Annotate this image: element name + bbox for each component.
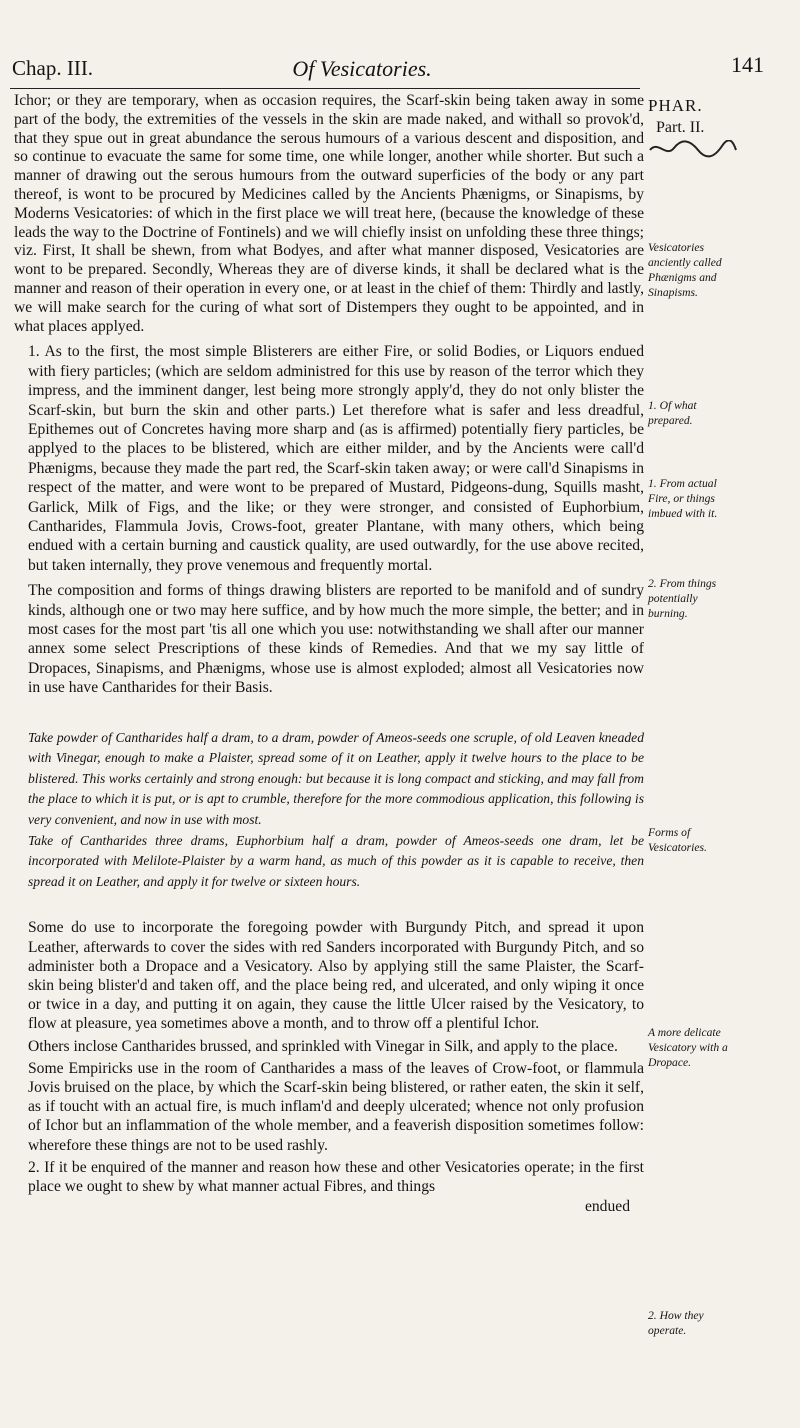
margin-note-of-what: 1. Of what prepared. xyxy=(648,399,697,427)
margin-note-dropace: A more delicate Vesicatory with a Dropace. xyxy=(648,1026,728,1069)
margin-note-vesicatories: Vesicatories anciently called Phænigms and Sinapisms. xyxy=(648,241,722,299)
paragraph-empiricks: Some Empiricks use in the room of Cantharides a mass of the leaves of Crow-foot, or flammula Jovis bruised on the place, by which the Scarf-skin being blistered, or rather eaten, the skin it self, as if toucht with an actual fire, is much inflam'd and deeply ulcerated; whence not only profusion of Ichor but an inflammation of the whole member, and a feaverish disposition sometimes follow: wherefore these things are not to be used rashly. xyxy=(28,1059,644,1154)
margin-phar: PHAR. xyxy=(648,96,703,115)
margin-note-actual-fire: 1. From actual Fire, or things imbued with it. xyxy=(648,477,718,520)
paragraph-ichor: Ichor; or they are temporary, when as occasion requires, the Scarf-skin being taken away in some part of the body, the extremities of the vessels in the skin are made naked, and withall so provok'd, that they spue out in great abundance the serous humours of a various descent and disposition, and so continue to evacuate the same for some time, one while longer, another while shorter. But such a manner of drawing out the serous humours from the outward superficies of the body or any part thereof, is wont to be procured by Medicines called by the Ancients Phænigms, or Sinapisms, by Moderns Vesicatories: of which in the first place we will treat here, (because the knowledge of these leads the way to the Doctrine of Fontinels) and we will chiefly insist on unfolding these three things; viz. First, It shall be shewn, from what Bodyes, and after what manner disposed, Vesicatories are wont to be prepared. Secondly, Whereas they are of diverse kinds, it shall be declared what is the manner and reason of their operation in every one, or at least in the chief of them: Thirdly and lastly, we will make search for the curing of what sort of Distempers they ought to be appointed, and in what places applyed. xyxy=(14,92,644,335)
header-rule xyxy=(10,88,640,89)
flourish-ornament xyxy=(648,140,738,158)
catchword: endued xyxy=(584,1198,630,1216)
margin-note-forms: Forms of Vesicatories. xyxy=(648,826,707,854)
paragraph-others: Others inclose Cantharides brussed, and sprinkled with Vinegar in Silk, and apply to the place. xyxy=(28,1037,618,1055)
chapter-heading: Chap. III. xyxy=(12,56,94,80)
margin-note-potential: 2. From things potentially burning. xyxy=(648,577,717,620)
page-number: 141 xyxy=(731,52,764,77)
paragraph-burgundy: Some do use to incorporate the foregoing powder with Burgundy Pitch, and spread it upon Leather, afterwards to cover the sides with red Sanders incorporated with Burgundy Pitch, and so administer both a Dropace and a Vesicatory. Also by applying still the same Plaister, the Scarf-skin being blister'd and taken off, and the place being red, and ulcerated, and only wiping it once or twice in a day, and putting it on again, they cause the little Ulcer raised by the Vesicatory, to flow at pleasure, yea sometimes above a month, and to throw off a plentiful Ichor. xyxy=(28,919,644,1033)
paragraph-operate: 2. If it be enquired of the manner and reason how these and other Vesicatories operate; in the first place we ought to shew by what manner actual Fibres, and things xyxy=(28,1158,644,1196)
margin-note-operate: 2. How they operate. xyxy=(648,1309,704,1337)
paragraph-composition: The composition and forms of things drawing blisters are reported to be manifold and of sundry kinds, although one or two may here suffice, and by how much the more simple, the better; and in most cases for the most part 'tis all one which you use: notwithstanding we shall after our manner annex some select Prescriptions of these kinds of Remedies. And that we my say little of Dropaces, Sinapisms, and Phænigms, whose use is almost exploded; almost all Vesicatories now in use have Cantharides for their Basis. xyxy=(28,582,644,697)
main-text xyxy=(14,92,644,1216)
recipe-one: Take powder of Cantharides half a dram, to a dram, powder of Ameos-seeds one scruple, of old Leaven kneaded with Vinegar, enough to make a Plaister, spread some of it on Leather, apply it twelve hours to the place to be blistered. This works certainly and strong enough: but because it is long compact and sticking, and may fall from the place to which it is put, or is apt to crumble, therefore for the more commodious application, this following is very convenient, and now in use with most. xyxy=(28,729,644,828)
page-title: Of Vesicatories. xyxy=(292,56,432,81)
running-header xyxy=(12,52,764,88)
recipe-two: Take of Cantharides three drams, Euphorbium half a dram, powder of Ameos-seeds one dram, let be incorporated with Melilote-Plaister by a warm hand, as much of this powder as it is capable to receive, then spread it on Leather, and apply it for twelve or sixteen hours. xyxy=(28,832,644,889)
paragraph-first: 1. As to the first, the most simple Blisterers are either Fire, or solid Bodies, or Liquors endued with fiery particles; (which are seldom administred for this use by reason of the terror which they impress, and the imminent danger, lest being more strongly apply'd, they do not only blister the Scarf-skin, but burn the skin and other parts.) Let therefore what is safer and less dreadful, Epithemes out of Concretes having more sharp and (as is affirmed) potentially fiery particles, be applyed to the places to be blistered, which are either milder, and by the Ancients were call'd Phænigms, because they made the part red, the Scarf-skin taken away; or were call'd Sinapisms in respect of the matter, and were wont to be prepared of Mustard, Pidgeons-dung, Squills masht, Garlick, Milk of Figs, and the like; or they were stronger, and consisted of Euphorbium, Cantharides, Flammula Jovis, Crows-foot, greater Plantane, with many others, which being endued with a certain burning and caustick quality, are used outwardly, for the use above recited, but taken internally, they prove venemous and frequently mortal. xyxy=(28,343,644,574)
margin-part: Part. II. xyxy=(656,119,705,136)
